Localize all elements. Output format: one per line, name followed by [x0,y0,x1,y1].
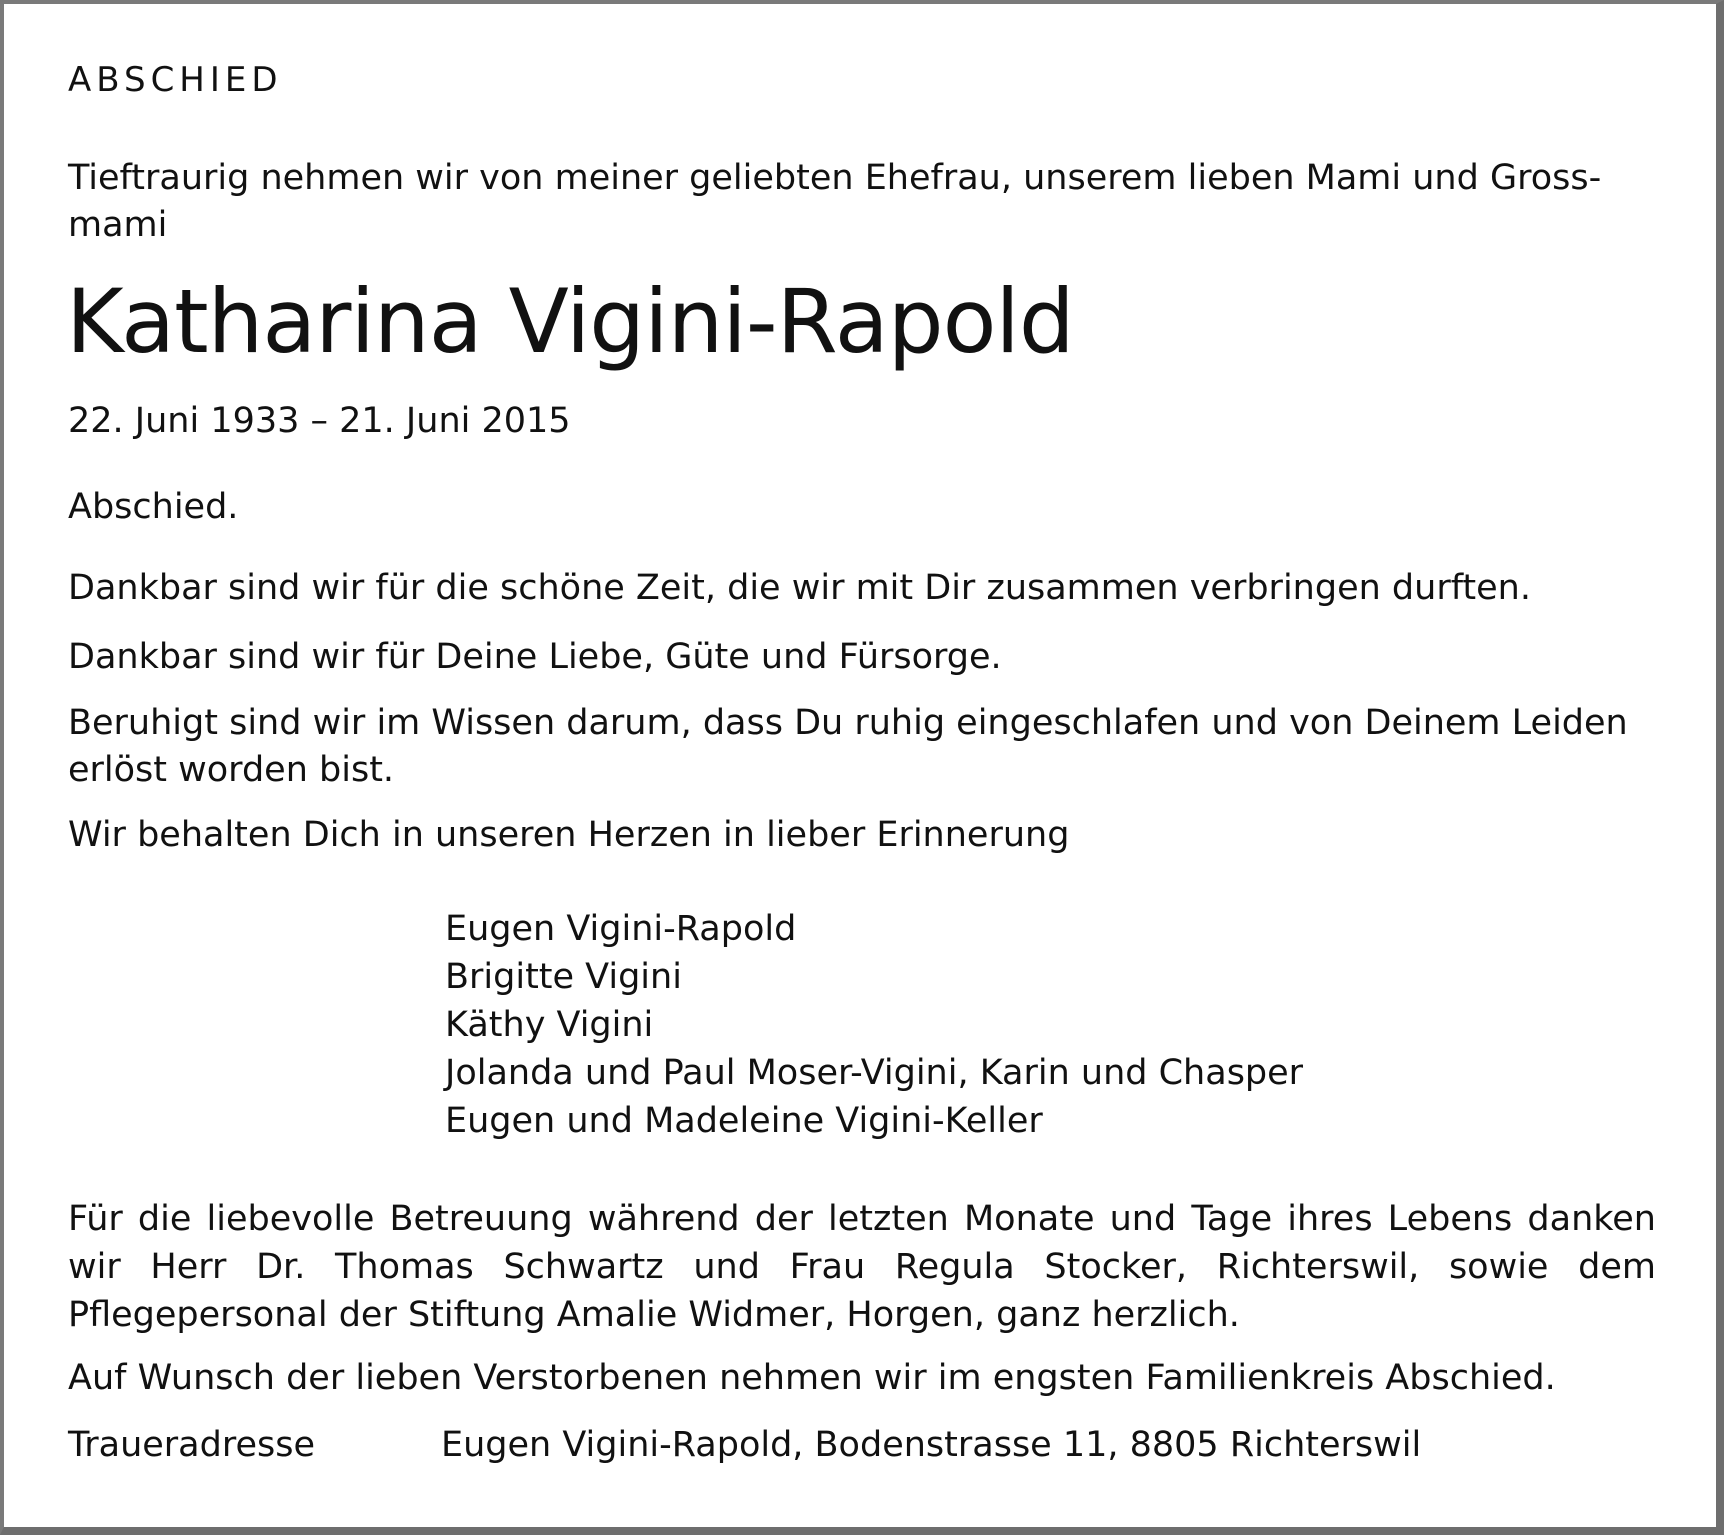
section-label: ABSCHIED [68,60,283,100]
wish-text: Auf Wunsch der lieben Verstorbenen nehmen wir im engsten Familienkreis Abschied. [68,1358,1556,1398]
deceased-name: Katharina Vigini-Rapold [66,270,1074,373]
family-member: Eugen und Madeleine Vigini-Keller [445,1101,1043,1141]
relief-text: Beruhigt sind wir im Wissen darum, dass Du ruhig eingeschlafen und von Deinem Leiden erlöst worden bist. [68,703,1628,790]
address-label: Traueradresse [68,1425,315,1465]
life-dates: 22. Juni 1933 – 21. Juni 2015 [68,401,571,441]
intro-text: Tieftraurig nehmen wir von meiner geliebten Ehefrau, unserem lieben Mami und Gross- mami [68,158,1602,245]
address-value: Eugen Vigini-Rapold, Bodenstrasse 11, 8805 Richterswil [441,1425,1422,1465]
farewell-word: Abschied. [68,487,239,527]
gratitude-love: Dankbar sind wir für Deine Liebe, Güte und Fürsorge. [68,637,1002,677]
remembrance-text: Wir behalten Dich in unseren Herzen in lieber Erinnerung [68,815,1070,855]
gratitude-time: Dankbar sind wir für die schöne Zeit, die wir mit Dir zusammen verbringen durften. [68,568,1531,608]
care-thanks: Für die liebevolle Betreuung während der letzten Monate und Tage ihres Lebens danken wir Herr Dr. Thomas Schwartz und Frau Regula Stocker, Richterswil, sowie dem Pflegepersonal der Stiftung Amalie Widmer, Horgen, ganz herzlich. [68,1199,1656,1335]
family-member: Jolanda und Paul Moser-Vigini, Karin und Chasper [445,1053,1304,1093]
family-list [445,905,1303,1145]
family-member: Käthy Vigini [445,1005,654,1045]
family-member: Brigitte Vigini [445,957,682,997]
family-member: Eugen Vigini-Rapold [445,909,797,949]
